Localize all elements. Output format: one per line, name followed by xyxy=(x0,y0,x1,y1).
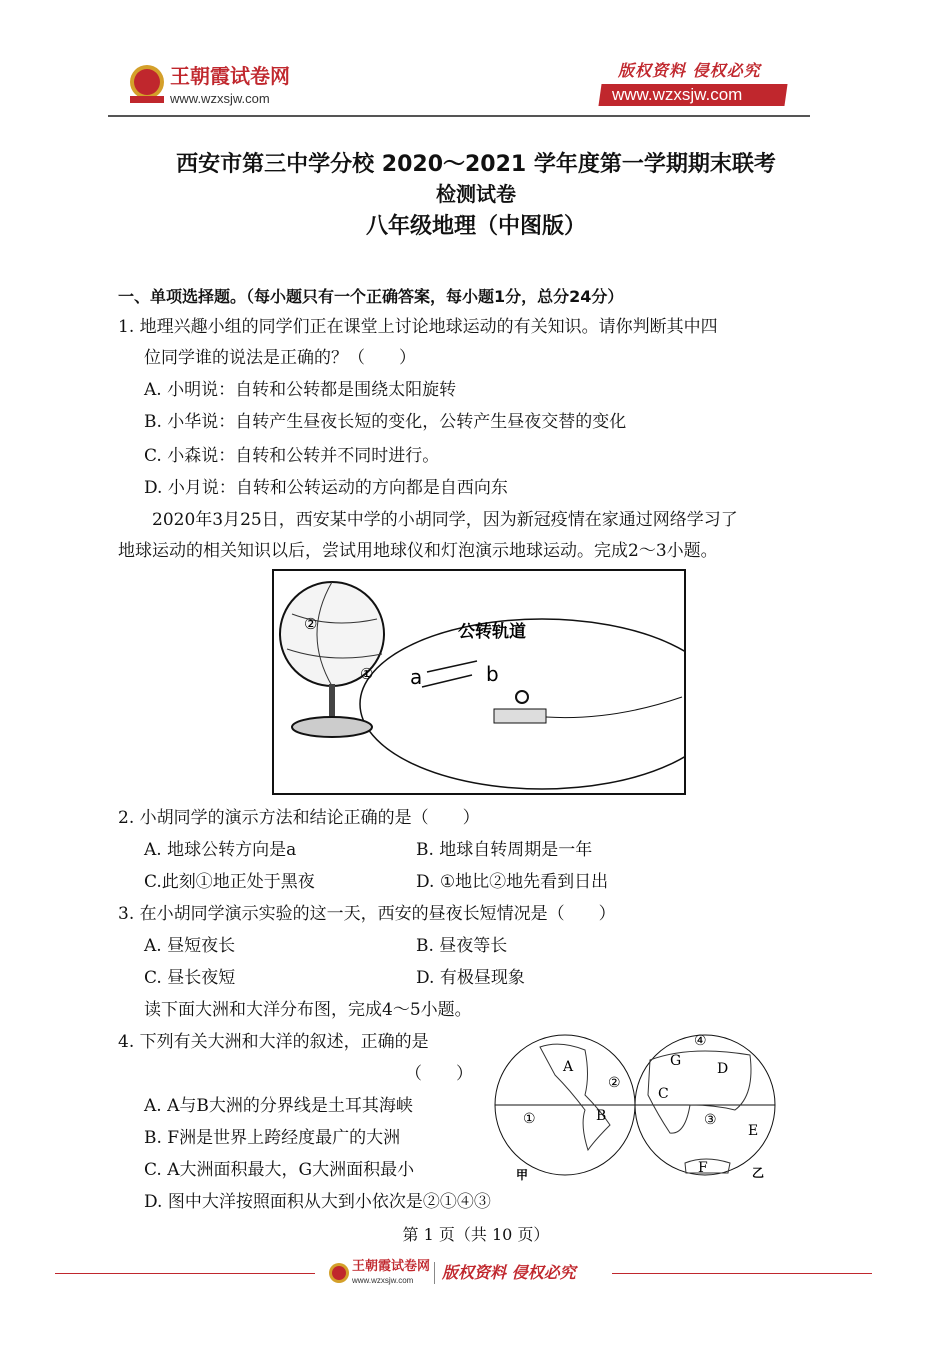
q3-option-a: A. 昼短夜长 xyxy=(144,936,236,956)
map-label-g: G xyxy=(670,1053,682,1069)
q3-stem: 3. 在小胡同学演示实验的这一天，西安的昼夜长短情况是（ ） xyxy=(118,904,616,924)
point-2-label: ② xyxy=(304,615,318,633)
ocean-label-1: ① xyxy=(523,1111,536,1127)
q3-option-c: C. 昼长夜短 xyxy=(144,968,236,988)
eastern-hemisphere-label: 乙 xyxy=(752,1166,765,1180)
ocean-label-3: ③ xyxy=(704,1112,717,1128)
point-1-label: ① xyxy=(360,665,374,683)
header-divider xyxy=(108,115,810,117)
footer-copyright: 版权资料 侵权必究 xyxy=(442,1263,576,1282)
western-hemisphere-label: 甲 xyxy=(516,1168,529,1182)
q1-stem: 1. 地理兴趣小组的同学们正在课堂上讨论地球运动的有关知识。请你判断其中四 xyxy=(118,317,718,337)
q2-option-d: D. ①地比②地先看到日出 xyxy=(416,872,609,892)
map-label-b: B xyxy=(596,1108,607,1124)
map-label-d: D xyxy=(717,1061,729,1077)
intro-paragraph: 2020年3月25日，西安某中学的小胡同学，因为新冠疫情在家通过网络学习了 xyxy=(152,510,738,530)
q1-option-b: B. 小华说：自转产生昼夜长短的变化，公转产生昼夜交替的变化 xyxy=(144,412,627,432)
q4-stem: 4. 下列有关大洲和大洋的叙述，正确的是 xyxy=(118,1032,429,1052)
q3-option-b: B. 昼夜等长 xyxy=(416,936,508,956)
footer-separator xyxy=(434,1262,435,1284)
q1-option-d: D. 小月说：自转和公转运动的方向都是自西向东 xyxy=(144,478,508,498)
footer-line-right xyxy=(612,1273,872,1274)
copyright-notice: 版权资料 侵权必究 xyxy=(618,61,761,80)
ocean-label-2: ② xyxy=(608,1075,621,1091)
footer-line-left xyxy=(55,1273,315,1274)
q2-stem: 2. 小胡同学的演示方法和结论正确的是（ ） xyxy=(118,808,480,828)
logo-name: 王朝霞试卷网 xyxy=(170,64,290,88)
map-label-a: A xyxy=(563,1059,574,1075)
direction-a-label: a xyxy=(410,665,423,689)
banner-url[interactable]: www.wzxsjw.com xyxy=(612,85,743,104)
q3-option-d: D. 有极昼现象 xyxy=(416,968,525,988)
intro-paragraph-2: 地球运动的相关知识以后，尝试用地球仪和灯泡演示地球运动。完成2～3小题。 xyxy=(118,541,718,561)
section-heading: 一、单项选择题。（每小题只有一个正确答案，每小题1分，总分24分） xyxy=(118,287,624,306)
intro-4-5: 读下面大洲和大洋分布图，完成4～5小题。 xyxy=(144,1000,472,1020)
q4-option-b: B. F洲是世界上跨经度最广的大洲 xyxy=(144,1128,401,1148)
title-line-2: 检测试卷 xyxy=(436,182,516,206)
logo-url[interactable]: www.wzxsjw.com xyxy=(170,91,270,106)
q4-option-a: A. A与B大洲的分界线是土耳其海峡 xyxy=(144,1096,413,1116)
q1-option-c: C. 小森说：自转和公转并不同时进行。 xyxy=(144,446,440,466)
map-label-f: F xyxy=(698,1160,708,1176)
title-line-3: 八年级地理（中图版） xyxy=(365,214,586,239)
page-number: 第 1 页（共 10 页） xyxy=(402,1225,550,1244)
q2-option-b: B. 地球自转周期是一年 xyxy=(416,840,593,860)
direction-b-label: b xyxy=(486,662,499,686)
world-map-figure xyxy=(490,1025,780,1185)
emblem-icon xyxy=(126,62,168,106)
map-label-c: C xyxy=(658,1086,669,1102)
footer-logo-name: 王朝霞试卷网 xyxy=(352,1259,431,1274)
q4-answer-blank: （ ） xyxy=(405,1064,473,1084)
orbit-label: 公转轨道 xyxy=(458,622,526,642)
q1-stem-2: 位同学谁的说法是正确的？（ ） xyxy=(144,348,416,368)
footer-logo-url[interactable]: www.wzxsjw.com xyxy=(352,1276,414,1285)
globe-orbit-figure xyxy=(272,569,686,795)
map-label-e: E xyxy=(748,1123,759,1139)
q1-option-a: A. 小明说：自转和公转都是围绕太阳旋转 xyxy=(144,380,457,400)
q2-option-a: A. 地球公转方向是a xyxy=(144,840,297,860)
q4-option-c: C. A大洲面积最大，G大洲面积最小 xyxy=(144,1160,415,1180)
q2-option-c: C.此刻①地正处于黑夜 xyxy=(144,872,315,892)
footer-emblem-icon xyxy=(328,1262,350,1284)
title-line-1: 西安市第三中学分校 2020～2021 学年度第一学期期末联考 xyxy=(176,152,776,177)
ocean-label-4: ④ xyxy=(694,1033,707,1049)
q4-option-d: D. 图中大洋按照面积从大到小依次是②①④③ xyxy=(144,1192,491,1212)
